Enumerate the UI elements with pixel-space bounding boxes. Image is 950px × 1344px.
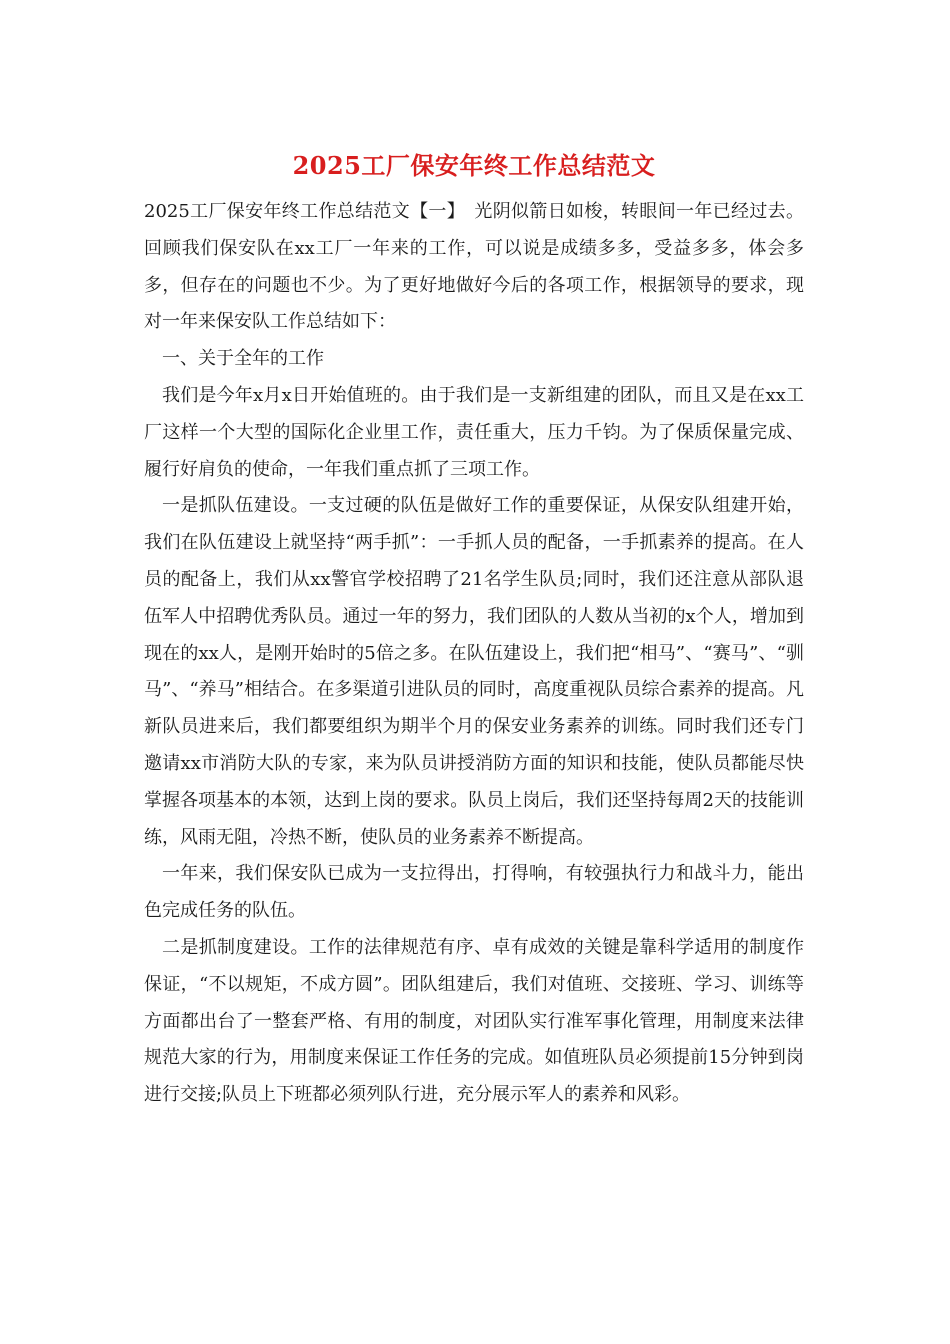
paragraph-team-building: 一是抓队伍建设。一支过硬的队伍是做好工作的重要保证，从保安队组建开始，我们在队伍建设上就坚持“两手抓”：一手抓人员的配备，一手抓素养的提高。在人员的配备上，我们从xx警官学校招聘了21名学生队员;同时，我们还注意从部队退伍军人中招聘优秀队员。通过一年的努力，我们团队的人数从当初的x个人，增加到现在的xx人，是刚开始时的5倍之多。在队伍建设上，我们把“相马”、“赛马”、“驯马”、“养马”相结合。在多渠道引进队员的同时，高度重视队员综合素养的提高。凡新队员进来后，我们都要组织为期半个月的保安业务素养的训练。同时我们还专门邀请xx市消防大队的专家，来为队员讲授消防方面的知识和技能，使队员都能尽快掌握各项基本的本领，达到上岗的要求。队员上岗后，我们还坚持每周2天的技能训练，风雨无阻，冷热不断，使队员的业务素养不断提高。 — [144, 495, 804, 848]
section-heading-annual-work: 一、关于全年的工作 — [162, 348, 324, 370]
paragraph-team-result: 一年来，我们保安队已成为一支拉得出，打得响，有较强执行力和战斗力，能出色完成任务的队伍。 — [144, 863, 804, 922]
paragraph-start-of-duty: 我们是今年x月x日开始值班的。由于我们是一支新组建的团队，而且又是在xx工厂这样一个大型的国际化企业里工作，责任重大，压力千钧。为了保质保量完成、履行好肩负的使命，一年我们重点抓了三项工作。 — [144, 384, 804, 480]
document-title: 2025工厂保安年终工作总结范文 — [292, 151, 656, 180]
document-page — [144, 148, 804, 1114]
paragraph-system-building: 二是抓制度建设。工作的法律规范有序、卓有成效的关键是靠科学适用的制度作保证，“不以规矩，不成方圆”。团队组建后，我们对值班、交接班、学习、训练等方面都出台了一整套严格、有用的制度，对团队实行准军事化管理，用制度来法律规范大家的行为，用制度来保证工作任务的完成。如值班队员必须提前15分钟到岗进行交接;队员上下班都必须列队行进，充分展示军人的素养和风彩。 — [144, 936, 804, 1106]
paragraph-intro: 2025工厂保安年终工作总结范文【一】 光阴似箭日如梭，转眼间一年已经过去。回顾我们保安队在xx工厂一年来的工作，可以说是成绩多多，受益多多，体会多多，但存在的问题也不少。为了更好地做好今后的各项工作，根据领导的要求，现对一年来保安队工作总结如下： — [144, 201, 804, 333]
